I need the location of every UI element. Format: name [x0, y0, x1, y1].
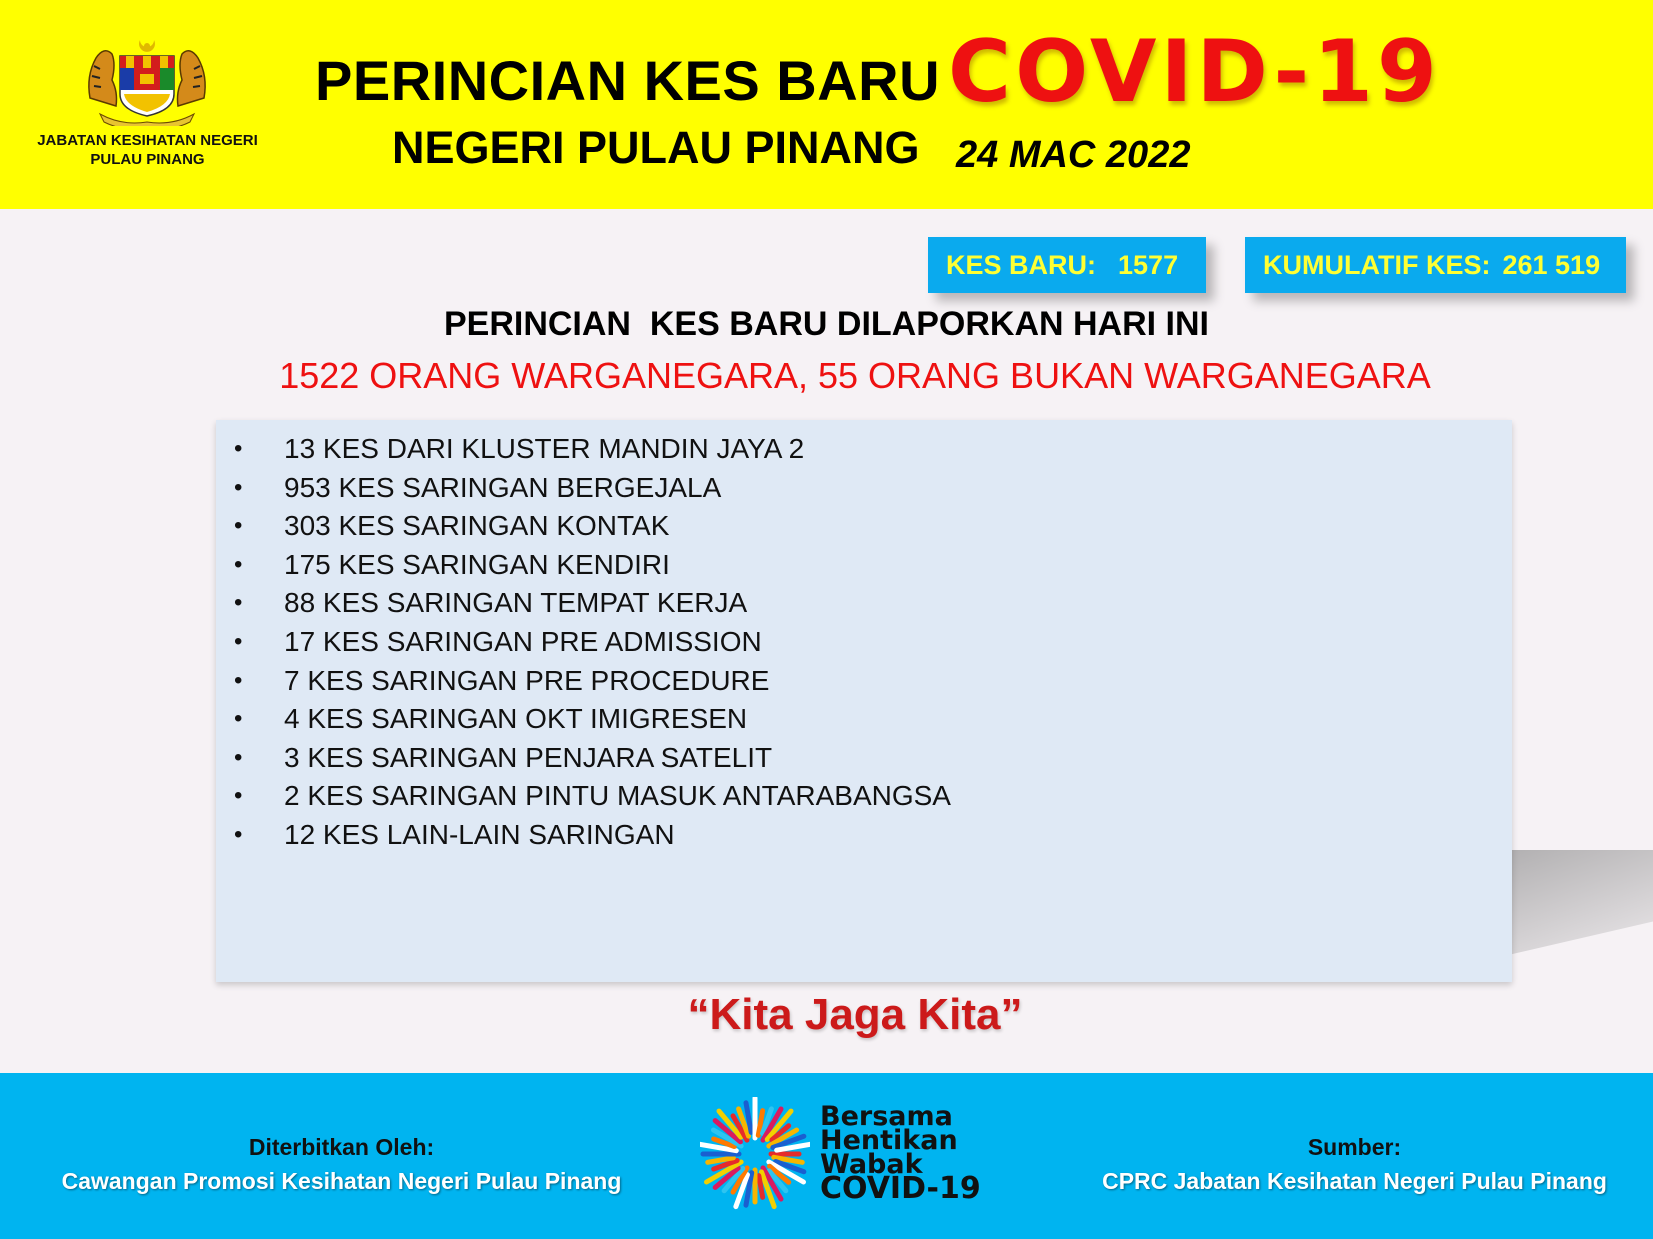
list-item-text: 17 KES SARINGAN PRE ADMISSION [284, 625, 762, 657]
report-date: 24 MAC 2022 [956, 134, 1191, 176]
cumulative-cases-label: KUMULATIF KES: [1263, 249, 1491, 280]
new-cases-badge [928, 237, 1206, 293]
campaign-burst-logo-icon [700, 1097, 810, 1211]
list-item-text: 175 KES SARINGAN KENDIRI [284, 548, 670, 580]
list-item-text: 13 KES DARI KLUSTER MANDIN JAYA 2 [284, 433, 805, 464]
list-item [216, 507, 1512, 546]
list-item-text: 953 KES SARINGAN BERGEJALA [284, 471, 722, 503]
list-item [216, 739, 1512, 778]
list-item [216, 623, 1512, 662]
case-breakdown-panel [216, 420, 1512, 982]
list-item-text: 4 KES SARINGAN OKT IMIGRESEN [284, 703, 748, 735]
new-cases-label: KES BARU: [946, 249, 1097, 280]
bullet-marker: • [234, 820, 243, 848]
title-main: PERINCIAN KES BARU [315, 49, 941, 112]
list-item-text: 12 KES LAIN-LAIN SARINGAN [284, 818, 675, 850]
list-item [216, 700, 1512, 739]
cumulative-cases-badge [1245, 237, 1626, 293]
list-item [216, 816, 1512, 855]
title-state: NEGERI PULAU PINANG [392, 122, 920, 173]
list-item [216, 777, 1512, 816]
list-item-text: 303 KES SARINGAN KONTAK [284, 510, 670, 542]
coat-of-arms-icon [82, 36, 212, 126]
agency-line-1: JABATAN KESIHATAN NEGERI [37, 132, 258, 149]
bullet-marker: • [234, 512, 243, 540]
list-item-text: 7 KES SARINGAN PRE PROCEDURE [284, 664, 770, 696]
bullet-marker: • [234, 473, 243, 501]
list-item-text: 2 KES SARINGAN PINTU MASUK ANTARABANGSA [284, 780, 951, 812]
bullet-marker: • [234, 627, 243, 655]
published-by-value: Cawangan Promosi Kesihatan Negeri Pulau Pinang [61, 1168, 622, 1194]
campaign-line-3: Wabak [820, 1149, 923, 1180]
campaign-line-2: Hentikan [820, 1125, 958, 1156]
agency-line-2: PULAU PINANG [90, 151, 205, 168]
source-value: CPRC Jabatan Kesihatan Negeri Pulau Pinang [1102, 1168, 1607, 1194]
bullet-marker: • [234, 589, 243, 617]
header-band [0, 0, 1653, 209]
campaign-line-1: Bersama [820, 1101, 953, 1132]
source-label: Sumber: [1307, 1134, 1402, 1160]
bullet-marker: • [234, 782, 243, 810]
list-item [216, 430, 1512, 469]
list-item [216, 584, 1512, 623]
bullet-marker: • [234, 743, 243, 771]
case-breakdown-list [216, 430, 1512, 855]
nationality-breakdown: 1522 ORANG WARGANEGARA, 55 ORANG BUKAN WARGANEGARA [279, 355, 1431, 396]
details-heading: PERINCIAN KES BARU DILAPORKAN HARI INI [443, 305, 1210, 343]
campaign-logo-text [820, 1101, 981, 1206]
list-item [216, 662, 1512, 701]
list-item-text: 88 KES SARINGAN TEMPAT KERJA [284, 587, 748, 619]
list-item [216, 469, 1512, 508]
bullet-marker: • [234, 435, 243, 462]
title-covid: COVID-19 [948, 22, 1441, 122]
campaign-line-4: COVID-19 [820, 1171, 981, 1206]
bullet-marker: • [234, 550, 243, 578]
cumulative-cases-value: 261 519 [1502, 249, 1601, 280]
agency-name [20, 131, 275, 169]
bullet-marker: • [234, 705, 243, 733]
slogan: “Kita Jaga Kita” [687, 990, 1023, 1039]
bullet-marker: • [234, 666, 243, 694]
list-item-text: 3 KES SARINGAN PENJARA SATELIT [284, 741, 773, 773]
new-cases-value: 1577 [1118, 249, 1179, 280]
published-by-label: Diterbitkan Oleh: [248, 1134, 435, 1160]
list-item [216, 546, 1512, 585]
